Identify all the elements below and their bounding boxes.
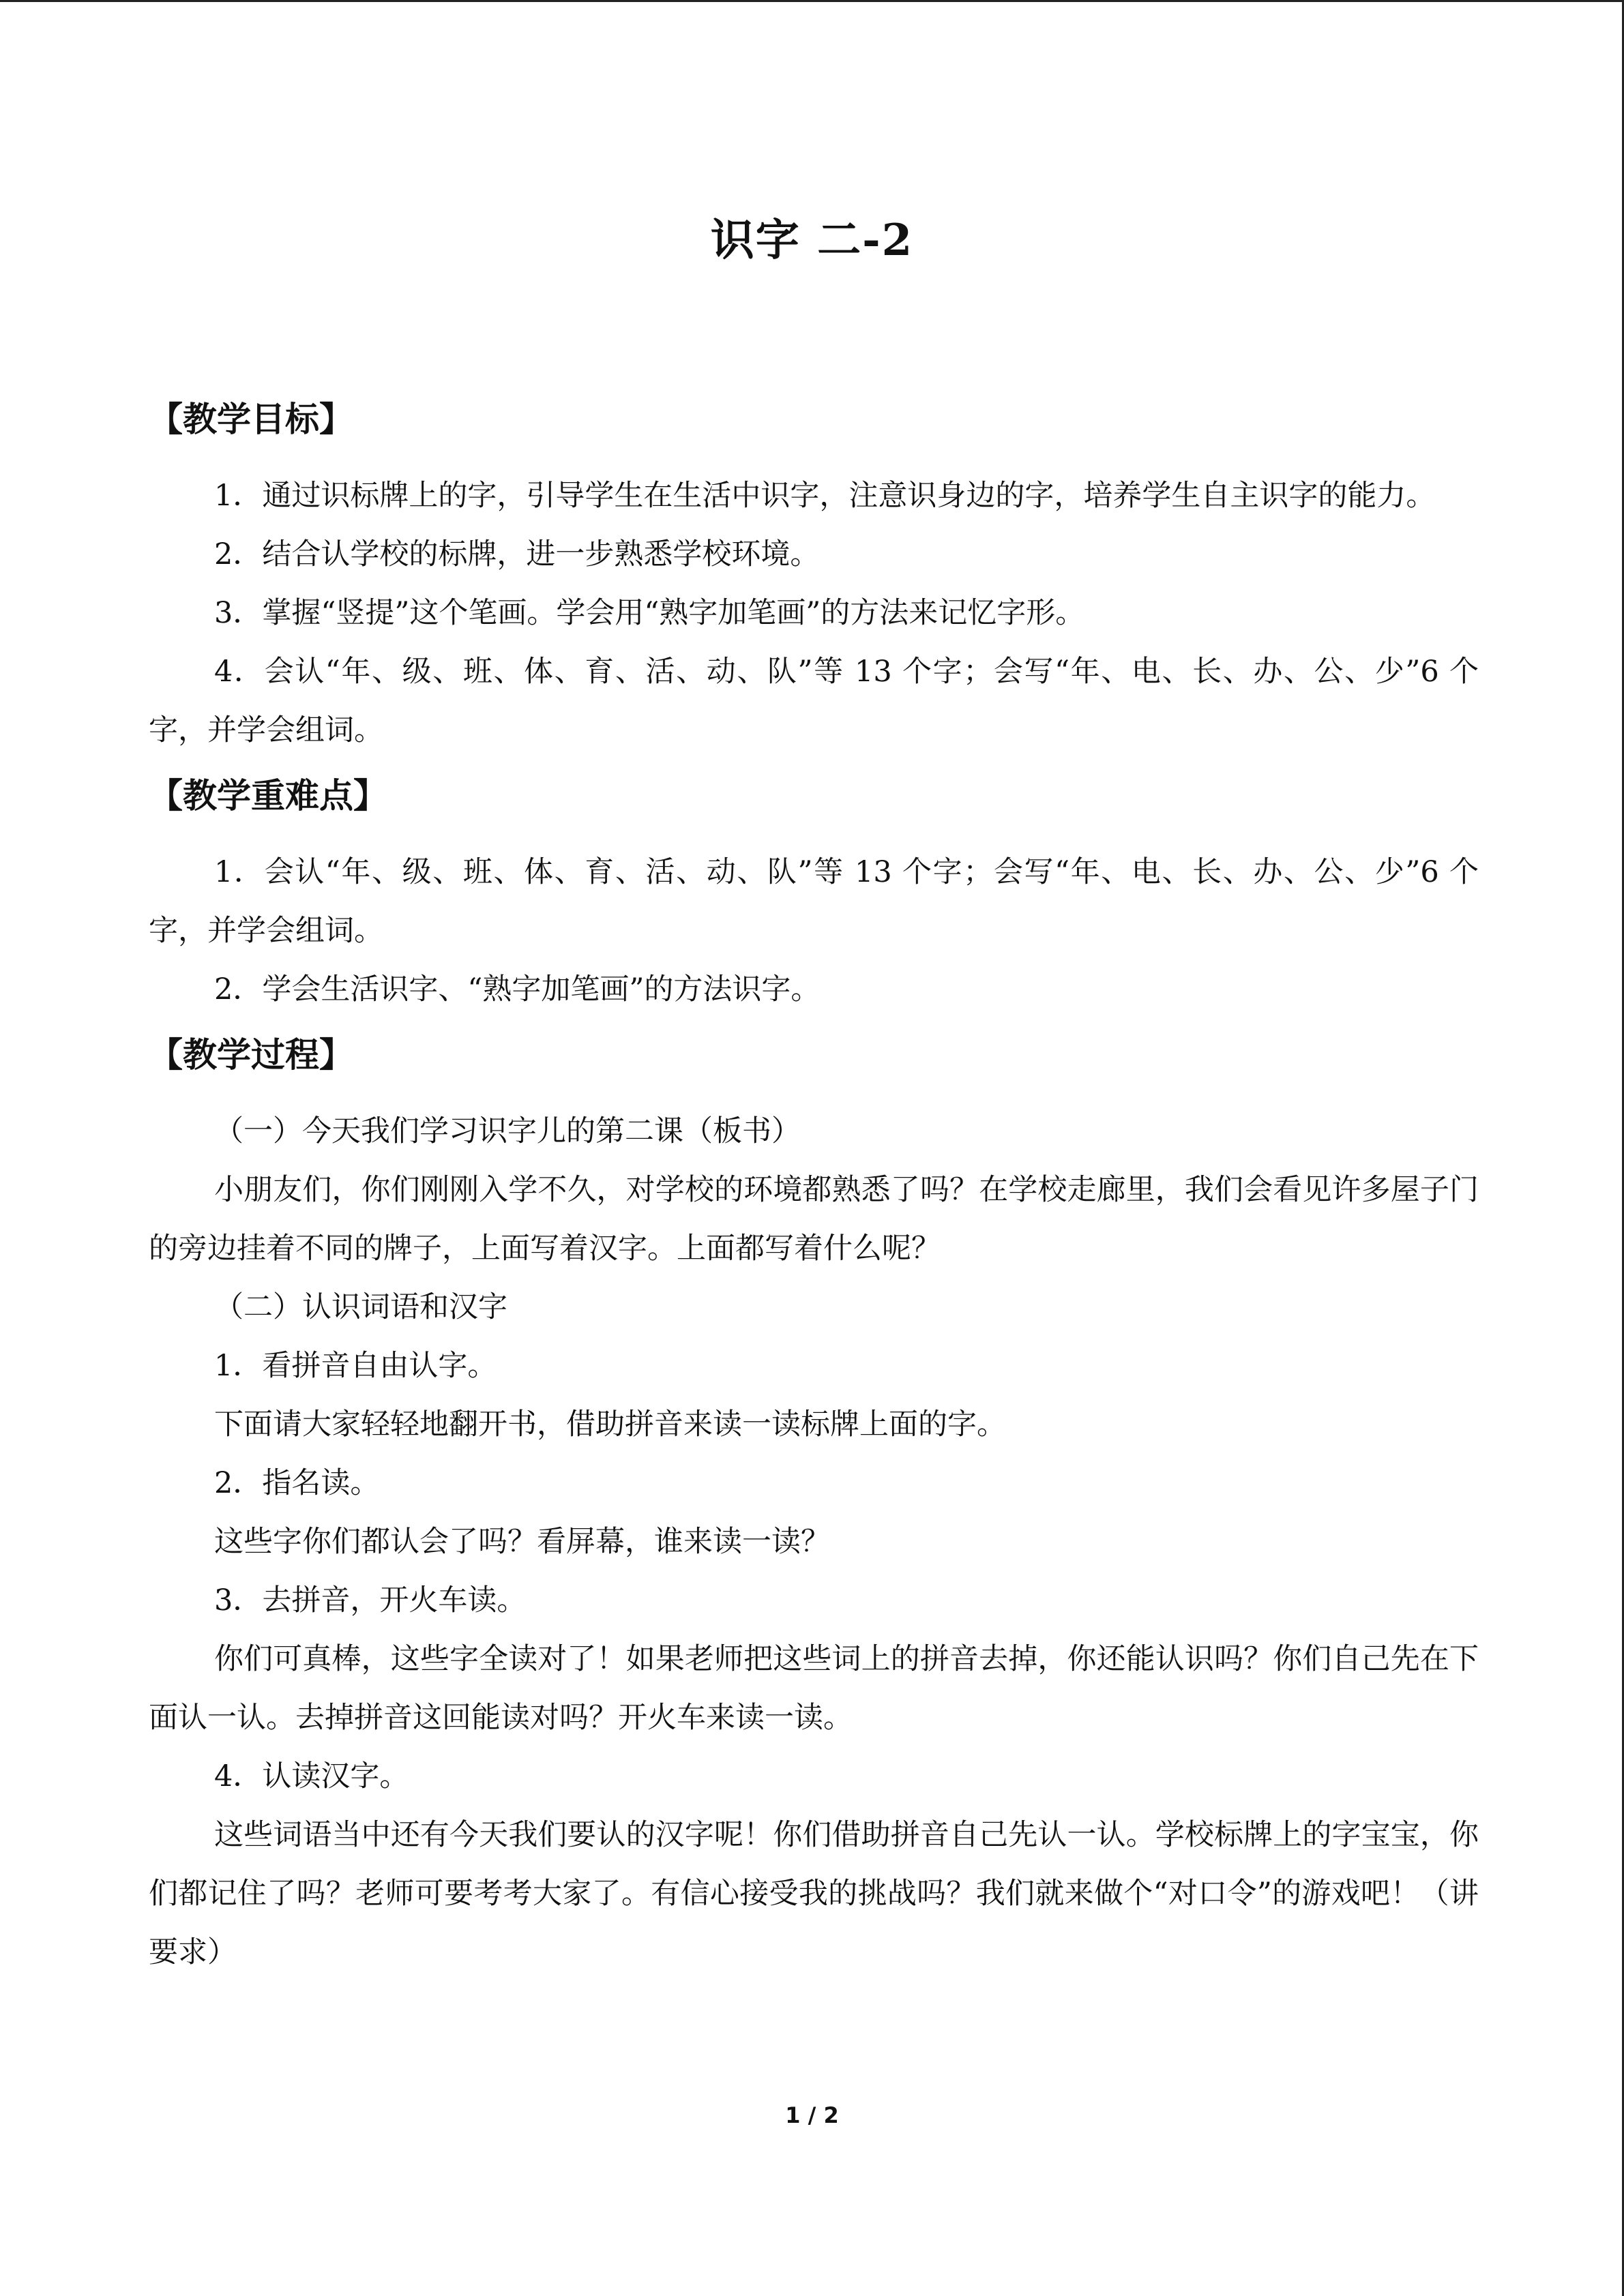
section-teaching-process <box>149 1024 1479 1982</box>
paragraph: 2．指名读。 <box>214 1466 380 1500</box>
paragraph: 下面请大家轻轻地翻开书，借助拼音来读一读标牌上面的字。 <box>214 1407 1006 1442</box>
paragraph: 这些字你们都认会了吗？看屏幕，谁来读一读？ <box>214 1525 830 1559</box>
page-number: 1 / 2 <box>785 2102 839 2128</box>
section-spacer <box>149 760 1479 765</box>
paragraph: 1．通过识标牌上的字，引导学生在生活中识字，注意识身边的字，培养学生自主识字的能力。 <box>214 479 1436 513</box>
paragraph: 这些词语当中还有今天我们要认的汉字呢！你们借助拼音自己先认一认。学校标牌上的字宝宝，你们都记住了吗？老师可要考考大家了。有信心接受我的挑战吗？我们就来做个“对口令”的游戏吧！（讲要求） <box>149 1818 1479 1969</box>
page-border-top <box>0 0 1624 2</box>
paragraph: 你们可真棒，这些字全读对了！如果老师把这些词上的拼音去掉，你还能认识吗？你们自己先在下面认一认。去掉拼音这回能读对吗？开火车来读一读。 <box>149 1642 1479 1735</box>
paragraph: 3．去拼音，开火车读。 <box>214 1583 527 1617</box>
section-key-difficulties <box>149 765 1479 1019</box>
section-heading: 【教学过程】 <box>149 1035 353 1075</box>
document-body <box>149 389 1479 1982</box>
paragraph: 1．会认“年、级、班、体、育、活、动、队”等 13 个字；会写“年、电、长、办、公、少”6 个字，并学会组词。 <box>149 855 1479 948</box>
paragraph: 3．掌握“竖提”这个笔画。学会用“熟字加笔画”的方法来记忆字形。 <box>214 596 1085 630</box>
paragraph: 小朋友们，你们刚刚入学不久，对学校的环境都熟悉了吗？在学校走廊里，我们会看见许多屋子门的旁边挂着不同的牌子，上面写着汉字。上面都写着什么呢？ <box>149 1173 1479 1266</box>
paragraph: 2．结合认学校的标牌，进一步熟悉学校环境。 <box>214 537 820 571</box>
section-heading: 【教学重难点】 <box>149 776 387 816</box>
section-heading: 【教学目标】 <box>149 400 353 439</box>
paragraph: 4．认读汉字。 <box>214 1759 409 1793</box>
paragraph: （一）今天我们学习识字儿的第二课（板书） <box>214 1114 801 1148</box>
section-teaching-goals <box>149 389 1479 760</box>
section-spacer <box>149 1019 1479 1024</box>
paragraph: 4．会认“年、级、班、体、育、活、动、队”等 13 个字；会写“年、电、长、办、公、少”6 个字，并学会组词。 <box>149 655 1479 747</box>
page-title: 识字 二-2 <box>710 215 914 266</box>
paragraph: 1．看拼音自由认字。 <box>214 1349 497 1383</box>
paragraph: （二）认识词语和汉字 <box>214 1290 507 1324</box>
paragraph: 2．学会生活识字、“熟字加笔画”的方法识字。 <box>214 972 821 1007</box>
